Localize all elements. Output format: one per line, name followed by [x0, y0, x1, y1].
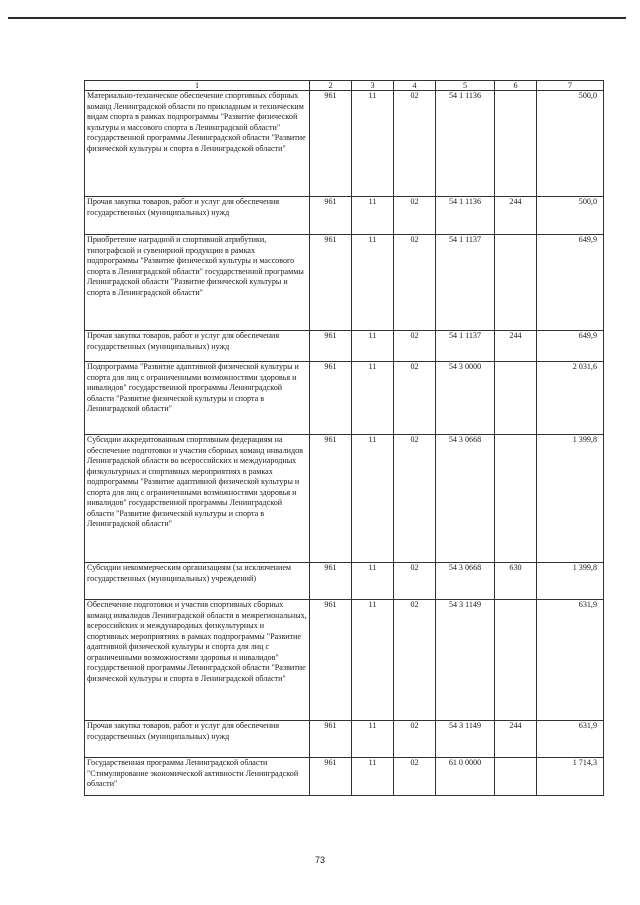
- table-row: [85, 362, 604, 435]
- row-name-cell: Приобретение наградной и спортивной атрибутики, типографской и сувенирной продукции в рамках подпрограммы "Развитие физической культуры и массового спорта в Ленинградской области" государственной программы Ленинградской области "Развитие физической культуры и спорта в Ленинградской области": [85, 235, 310, 331]
- row-col2-cell: 961: [310, 362, 352, 435]
- row-name-cell: Обеспечение подготовки и участия спортивных сборных команд инвалидов Ленинградской области в межрегиональных, всероссийских и международных физкультурных и спортивных мероприятиях в рамках подпрограммы "Развитие адаптивной физической культуры и спорта для лиц с ограниченными возможностями здоровья и инвалидов" государственной программы Ленинградской области "Развитие физической культуры и спорта в Ленинградской области": [85, 600, 310, 721]
- row-col2-cell: 961: [310, 331, 352, 362]
- row-col3-cell: 11: [352, 235, 394, 331]
- col-header-1: 1: [85, 81, 310, 91]
- row-col6-cell: [495, 758, 537, 796]
- row-col2-cell: 961: [310, 600, 352, 721]
- row-col6-cell: [495, 91, 537, 197]
- col-header-5: 5: [436, 81, 495, 91]
- row-name-cell: Подпрограмма "Развитие адаптивной физической культуры и спорта для лиц с ограниченными возможностями здоровья и инвалидов" государственной программы Ленинградской области "Развитие физической культуры и спорта в Ленинградской области": [85, 362, 310, 435]
- table-row: [85, 235, 604, 331]
- row-col4-cell: 02: [394, 600, 436, 721]
- row-col7-cell: 631,9: [537, 721, 604, 758]
- row-col6-cell: [495, 435, 537, 563]
- row-col4-cell: 02: [394, 758, 436, 796]
- row-col2-cell: 961: [310, 721, 352, 758]
- col-header-3: 3: [352, 81, 394, 91]
- table-row: [85, 331, 604, 362]
- row-col3-cell: 11: [352, 362, 394, 435]
- col-header-6: 6: [495, 81, 537, 91]
- top-rule: [8, 17, 626, 19]
- row-col6-cell: 630: [495, 563, 537, 600]
- row-col5-cell: 54 1 1137: [436, 331, 495, 362]
- row-col6-cell: 244: [495, 197, 537, 235]
- row-col5-cell: 54 3 1149: [436, 600, 495, 721]
- row-col7-cell: 1 714,3: [537, 758, 604, 796]
- row-col4-cell: 02: [394, 721, 436, 758]
- col-header-7: 7: [537, 81, 604, 91]
- table-row: [85, 758, 604, 796]
- row-col7-cell: 500,0: [537, 197, 604, 235]
- row-name-cell: Субсидии некоммерческим организациям (за исключением государственных (муниципальных) учреждений): [85, 563, 310, 600]
- row-col3-cell: 11: [352, 435, 394, 563]
- row-col6-cell: 244: [495, 721, 537, 758]
- row-col5-cell: 54 3 1149: [436, 721, 495, 758]
- row-col7-cell: 649,9: [537, 331, 604, 362]
- header-row: [85, 81, 604, 91]
- row-name-cell: Материально-техническое обеспечение спортивных сборных команд Ленинградской области по прикладным и техническим видам спорта в рамках подпрограммы "Развитие физической культуры и массового спорта в Ленинградской области" государственной программы Ленинградской области "Развитие физической культуры и спорта в Ленинградской области": [85, 91, 310, 197]
- row-name-cell: Прочая закупка товаров, работ и услуг для обеспечения государственных (муниципальных) нужд: [85, 331, 310, 362]
- page-number: 73: [314, 855, 325, 865]
- row-col5-cell: 54 1 1136: [436, 197, 495, 235]
- row-col3-cell: 11: [352, 91, 394, 197]
- col-header-4: 4: [394, 81, 436, 91]
- row-col5-cell: 54 1 1136: [436, 91, 495, 197]
- row-col3-cell: 11: [352, 563, 394, 600]
- table-row: [85, 563, 604, 600]
- row-col6-cell: [495, 362, 537, 435]
- row-col4-cell: 02: [394, 362, 436, 435]
- row-col5-cell: 61 0 0000: [436, 758, 495, 796]
- row-col7-cell: 2 031,6: [537, 362, 604, 435]
- row-name-cell: Субсидии аккредитованным спортивным федерациям на обеспечение подготовки и участия сборных команд инвалидов Ленинградской области во всероссийских и международных физкультурных и спортивных мероприятиях в рамках подпрограммы "Развитие адаптивной физической культуры и спорта для лиц с ограниченными возможностями здоровья и инвалидов" государственной программы Ленинградской области "Развитие физической культуры и спорта в Ленинградской области": [85, 435, 310, 563]
- row-col2-cell: 961: [310, 758, 352, 796]
- row-col6-cell: 244: [495, 331, 537, 362]
- row-col7-cell: 1 399,8: [537, 563, 604, 600]
- row-col2-cell: 961: [310, 563, 352, 600]
- row-col4-cell: 02: [394, 563, 436, 600]
- budget-table-wrap: [84, 80, 603, 796]
- row-col2-cell: 961: [310, 235, 352, 331]
- row-col3-cell: 11: [352, 331, 394, 362]
- row-col5-cell: 54 3 0668: [436, 435, 495, 563]
- row-col3-cell: 11: [352, 600, 394, 721]
- row-col3-cell: 11: [352, 758, 394, 796]
- row-name-cell: Прочая закупка товаров, работ и услуг для обеспечения государственных (муниципальных) нужд: [85, 721, 310, 758]
- table-row: [85, 600, 604, 721]
- row-col7-cell: 649,9: [537, 235, 604, 331]
- table-row: [85, 197, 604, 235]
- row-col4-cell: 02: [394, 235, 436, 331]
- row-col3-cell: 11: [352, 721, 394, 758]
- table-row: [85, 721, 604, 758]
- row-col2-cell: 961: [310, 197, 352, 235]
- row-col7-cell: 500,0: [537, 91, 604, 197]
- table-row: [85, 91, 604, 197]
- row-col4-cell: 02: [394, 435, 436, 563]
- row-col7-cell: 631,9: [537, 600, 604, 721]
- row-col5-cell: 54 1 1137: [436, 235, 495, 331]
- row-col7-cell: 1 399,8: [537, 435, 604, 563]
- row-col2-cell: 961: [310, 91, 352, 197]
- row-col3-cell: 11: [352, 197, 394, 235]
- row-name-cell: Прочая закупка товаров, работ и услуг для обеспечения государственных (муниципальных) нужд: [85, 197, 310, 235]
- row-name-cell: Государственная программа Ленинградской области "Стимулирование экономической активности Ленинградской области": [85, 758, 310, 796]
- row-col6-cell: [495, 235, 537, 331]
- table-row: [85, 435, 604, 563]
- row-col5-cell: 54 3 0668: [436, 563, 495, 600]
- row-col2-cell: 961: [310, 435, 352, 563]
- row-col4-cell: 02: [394, 197, 436, 235]
- row-col4-cell: 02: [394, 91, 436, 197]
- row-col5-cell: 54 3 0000: [436, 362, 495, 435]
- budget-table: [84, 80, 604, 796]
- row-col6-cell: [495, 600, 537, 721]
- row-col4-cell: 02: [394, 331, 436, 362]
- col-header-2: 2: [310, 81, 352, 91]
